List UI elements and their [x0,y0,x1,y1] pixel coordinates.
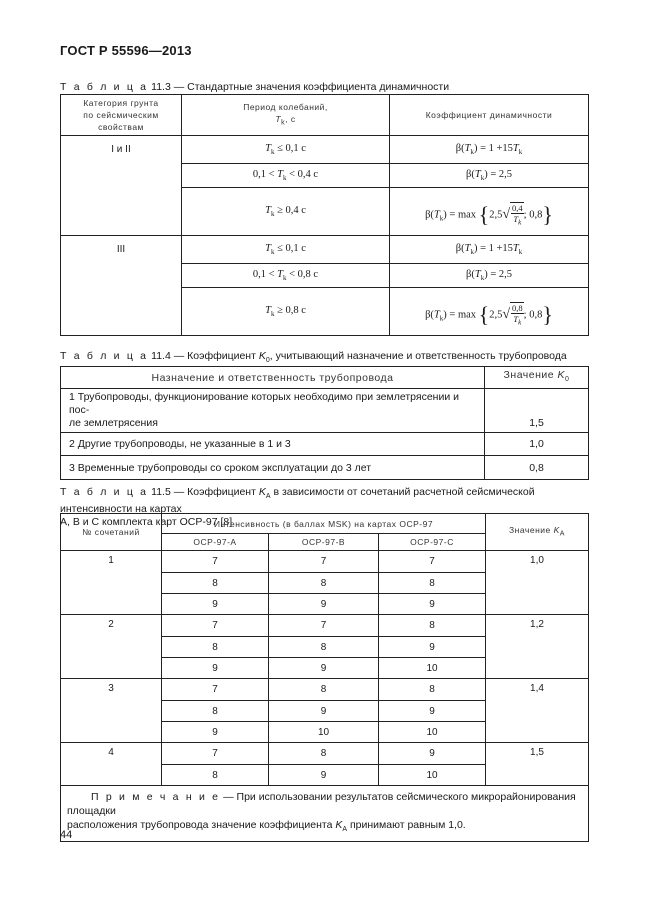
header-period: Период колебаний, $T_k$, с [182,95,390,136]
table-row [61,456,589,480]
coefficient-formula-cell: $\beta(T_k) = \max \{2,5√$ $\frac{0,4}{T_k}$ ; 0,8} [390,188,589,236]
table-11-5 [60,513,589,842]
coefficient-cell: $\beta(T_k) = 2,5$ [390,264,589,288]
intensity-cell: 9 [379,594,486,615]
table-row [61,389,589,433]
table-label: Т а б л и ц а [60,81,149,93]
intensity-cell: 8 [162,637,269,658]
intensity-cell: 9 [162,658,269,679]
header-value: Значение $K_A$ [486,514,589,551]
value-cell: 1,0 [486,551,589,615]
intensity-cell: 10 [379,658,486,679]
purpose-cell: 1 Трубопроводы, функционирование которых необходимо при землетрясении и пос- ле землетрясения [61,389,485,433]
intensity-cell: 9 [269,765,379,786]
table-caption-text: 11.3 — Стандартные значения коэффициента динамичности [151,81,450,93]
value-cell: 1,5 [485,389,589,433]
intensity-cell: 7 [162,615,269,637]
intensity-cell: 9 [379,743,486,765]
coefficient-cell: $\beta(T_k) = 1 +15T_k$ [390,236,589,264]
header-combo: № сочетаний [61,514,162,551]
intensity-cell: 9 [379,637,486,658]
intensity-cell: 8 [269,573,379,594]
header-intensity: Интенсивность (в баллах MSK) на картах ОСР-97 [162,514,486,534]
coefficient-formula-cell: $\beta(T_k) = \max \{2,5√$ $\frac{0,8}{T_k}$ ; 0,8} [390,288,589,336]
table-row [61,236,589,264]
table-row [61,433,589,456]
header-value: Значение $K_0$ [485,367,589,389]
table-row [61,743,589,765]
intensity-cell: 7 [162,551,269,573]
table-header-row [61,514,589,534]
table-header-row [61,367,589,389]
header-map-b: ОСР-97-В [269,534,379,551]
table-11-3-caption [60,81,449,94]
header-map-c: ОСР-97-С [379,534,486,551]
table-row [61,615,589,637]
table-11-4 [60,366,589,480]
period-cell: $0,1 < T_k < 0,4$ с [182,164,390,188]
purpose-cell: 2 Другие трубопроводы, не указанные в 1 и 3 [61,433,485,456]
value-cell: 1,0 [485,433,589,456]
intensity-cell: 7 [162,679,269,701]
table-row [61,136,589,164]
value-cell: 1,5 [486,743,589,786]
table-row [61,679,589,701]
intensity-cell: 9 [379,701,486,722]
intensity-cell: 9 [162,594,269,615]
intensity-cell: 8 [162,573,269,594]
intensity-cell: 7 [269,615,379,637]
coefficient-cell: $\beta(T_k) = 2,5$ [390,164,589,188]
intensity-cell: 10 [269,722,379,743]
intensity-cell: 9 [269,658,379,679]
combo-cell: 3 [61,679,162,743]
value-cell: 0,8 [485,456,589,480]
purpose-cell: 3 Временные трубопроводы со сроком эксплуатации до 3 лет [61,456,485,480]
period-cell: $T_k \le 0,1$ с [182,136,390,164]
intensity-cell: 8 [269,679,379,701]
category-cell: III [61,236,182,336]
table-row [61,551,589,573]
intensity-cell: 10 [379,765,486,786]
intensity-cell: 7 [379,551,486,573]
combo-cell: 4 [61,743,162,786]
header-category: Категория грунта по сейсмическим свойствам [61,95,182,136]
combo-cell: 1 [61,551,162,615]
intensity-cell: 9 [269,701,379,722]
value-cell: 1,2 [486,615,589,679]
period-cell: $T_k \le 0,1$ с [182,236,390,264]
table-11-5-caption: Т а б л и ц а 11.5 — Коэффициент $K_A$ в зависимости от сочетаний расчетной сейсмической интенсивности на картах А, В и С комплекта карт ОСР-97 [8] [60,486,535,529]
header-purpose: Назначение и ответственность трубопровода [61,367,485,389]
page-number: 44 [60,829,73,841]
intensity-cell: 8 [269,743,379,765]
intensity-cell: 8 [162,765,269,786]
value-cell: 1,4 [486,679,589,743]
header-map-a: ОСР-97-А [162,534,269,551]
period-cell: $T_k \ge 0,8$ с [182,288,390,336]
table-11-4-caption: Т а б л и ц а 11.4 — Коэффициент $K_0$, учитывающий назначение и ответственность трубопровода [60,350,567,365]
document-header: ГОСТ Р 55596—2013 [60,43,192,58]
coefficient-cell: $\beta(T_k) = 1 +15T_k$ [390,136,589,164]
category-cell: I и II [61,136,182,236]
combo-cell: 2 [61,615,162,679]
intensity-cell: 7 [162,743,269,765]
intensity-cell: 7 [269,551,379,573]
intensity-cell: 8 [162,701,269,722]
intensity-cell: 10 [379,722,486,743]
period-cell: $T_k \ge 0,4$ с [182,188,390,236]
intensity-cell: 8 [379,679,486,701]
header-coefficient: Коэффициент динамичности [390,95,589,136]
intensity-cell: 8 [379,573,486,594]
intensity-cell: 9 [162,722,269,743]
intensity-cell: 8 [379,615,486,637]
table-header-row [61,95,589,136]
period-cell: $0,1 < T_k < 0,8$ с [182,264,390,288]
table-note-row [61,786,589,842]
intensity-cell: 8 [269,637,379,658]
table-11-3 [60,94,589,336]
table-note: П р и м е ч а н и е — При использовании результатов сейсмического микрорайонирования площадки расположения трубопровода значение коэффициента $K_A$ принимают равным 1,0. [61,786,589,842]
intensity-cell: 9 [269,594,379,615]
